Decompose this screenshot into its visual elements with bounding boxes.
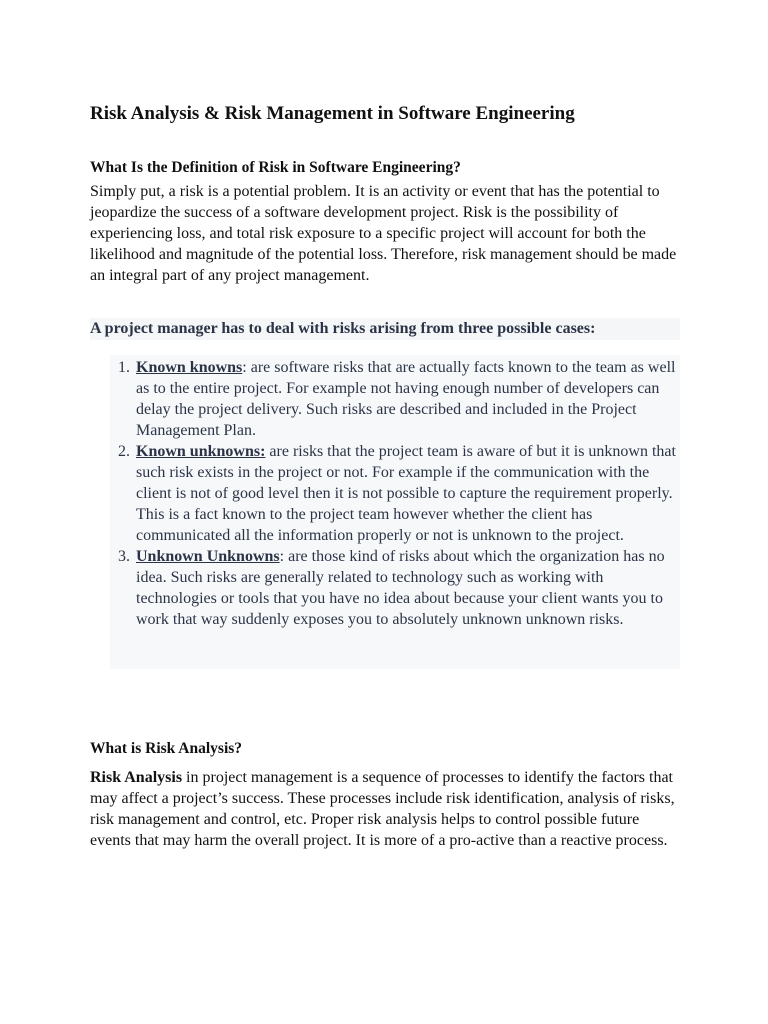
case-term-unknown-unknowns: Unknown Unknowns xyxy=(136,548,280,565)
list-item xyxy=(136,357,680,441)
cases-block xyxy=(110,355,680,669)
document-title: Risk Analysis & Risk Management in Software Engineering xyxy=(90,103,575,124)
case-text-known-knowns: : are software risks that are actually facts known to the team as well as to the entire project. For example not having enough number of developers can delay the project delivery. Such risks are described and included in the Project Management Plan. xyxy=(136,359,676,439)
case-term-known-unknowns: Known unknowns: xyxy=(136,443,266,460)
definition-paragraph: Simply put, a risk is a potential problem. It is an activity or event that has the potential to jeopardize the success of a software development project. Risk is the possibility of experiencing loss, and total risk exposure to a specific project will account for both the likelihood and magnitude of the potential loss. Therefore, risk management should be made an integral part of any project management. xyxy=(90,183,677,284)
list-item xyxy=(136,441,680,546)
case-term-known-knowns: Known knowns xyxy=(136,359,243,376)
definition-heading: What Is the Definition of Risk in Software Engineering? xyxy=(90,159,461,176)
analysis-paragraph xyxy=(90,767,682,851)
case-text-known-unknowns: are risks that the project team is aware of but it is unknown that such risk exists in the project or not. For example if the communication with the client is not of good level then it is not possible to capture the requirement properly. This is a fact known to the project team however whether the client has communicated all the information properly or not is unknown to the project. xyxy=(136,443,676,544)
list-item xyxy=(136,546,680,630)
analysis-heading: What is Risk Analysis? xyxy=(90,740,243,757)
analysis-lead-term: Risk Analysis xyxy=(90,769,183,786)
analysis-body: in project management is a sequence of processes to identify the factors that may affect a project’s success. These processes include risk identification, analysis of risks, risk management and control, etc. Proper risk analysis helps to control possible future events that may harm the overall project. It is more of a pro-active than a reactive process. xyxy=(90,769,675,849)
case-text-unknown-unknowns: : are those kind of risks about which the organization has no idea. Such risks are generally related to technology such as working with technologies or tools that you have no idea about because your client wants you to work that way suddenly exposes you to absolutely unknown unknown risks. xyxy=(136,548,665,628)
cases-heading: A project manager has to deal with risks arising from three possible cases: xyxy=(90,318,680,340)
cases-list xyxy=(110,357,680,630)
